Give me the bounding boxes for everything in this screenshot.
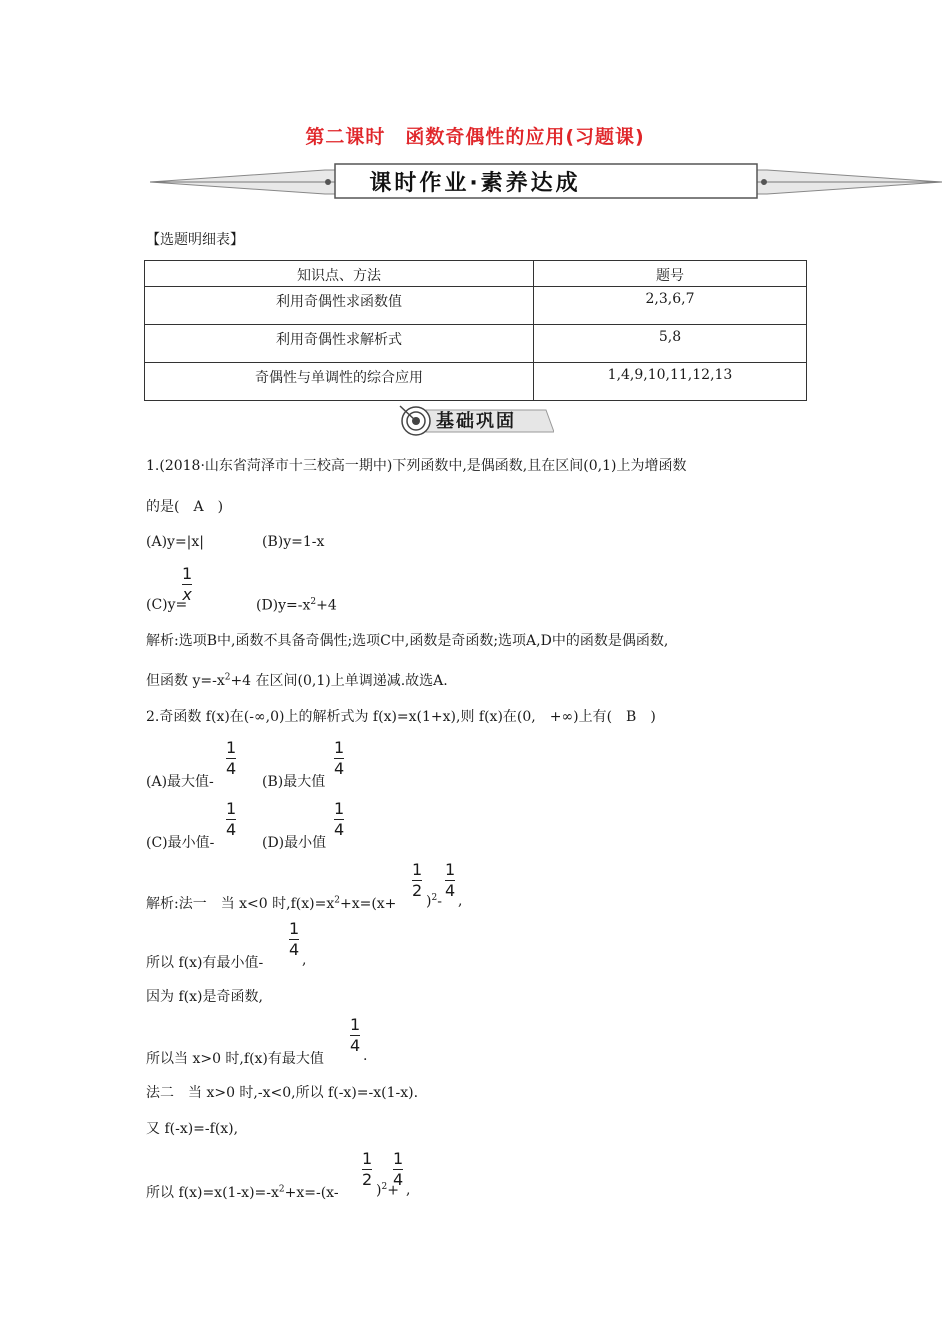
- q2-stem: 2.奇函数 f(x)在(-∞,0)上的解析式为 f(x)=x(1+x),则 f(x)在(0, +∞)上有( B ): [146, 709, 656, 725]
- table-header-cell: 题号: [534, 261, 807, 287]
- q1-option-c: (C)y=: [146, 597, 188, 613]
- q2-fraction-max: 1 4: [350, 1015, 361, 1055]
- q2-solution-g-end: ,: [406, 1182, 411, 1198]
- q2-solution-a: 解析:法一 当 x<0 时$,f(x)=x^2+x=(x+$: [146, 895, 397, 912]
- table-cell: 奇偶性与单调性的综合应用: [145, 363, 534, 401]
- q2-fraction-a: 1 4: [226, 738, 237, 778]
- q2-solution-f: 又 f(-x)=-f(x),: [146, 1121, 239, 1137]
- table-label: 【选题明细表】: [146, 232, 244, 248]
- table-header-row: [145, 261, 807, 287]
- q2-solution-b: 所以 f(x)有最小值-: [146, 955, 264, 971]
- q2-solution-a-tail: )$^2$-: [426, 893, 442, 910]
- q1-solution-line2: 但函数 $y=-x^2+4$ 在区间(0,1)上单调递减.故选A.: [146, 672, 448, 689]
- detail-table: [144, 260, 807, 401]
- q2-solution-d: 所以当 x>0 时,f(x)有最大值: [146, 1051, 324, 1067]
- fraction-denominator: x: [182, 585, 192, 604]
- q1-fraction-c: [182, 566, 192, 603]
- table-row: [145, 363, 807, 401]
- q1-option-a: (A)y=|x|: [146, 534, 205, 550]
- page-title: 第二课时 函数奇偶性的应用(习题课): [305, 126, 645, 148]
- q2-fraction-half: 1 2: [412, 860, 423, 900]
- q2-fraction-min: 1 4: [289, 919, 300, 959]
- q2-solution-e: 法二 当 x>0 时,-x<0,所以 f(-x)=-x(1-x).: [146, 1085, 419, 1101]
- table-header-cell: 知识点、方法: [145, 261, 534, 287]
- fraction-numerator: 1: [182, 564, 193, 583]
- q1-solution-line1: 解析:选项B中,函数不具备奇偶性;选项C中,函数是奇函数;选项A,D中的函数是偶函数,: [146, 633, 669, 649]
- q2-solution-b-end: ,: [302, 952, 307, 968]
- q2-solution-g: 所以 $f(x)=x(1-x)=-x^2+x=-(x-$: [146, 1184, 339, 1201]
- q2-option-b: (B)最大值: [262, 774, 326, 790]
- q2-solution-c: 因为 f(x)是奇函数,: [146, 989, 263, 1005]
- q2-solution-a-end: ,: [458, 893, 463, 909]
- banner-title: 课时作业·素养达成: [369, 171, 581, 196]
- q1-stem-line2: 的是( A ): [146, 499, 224, 515]
- table-cell: 利用奇偶性求函数值: [145, 287, 534, 325]
- q2-fraction-d: 1 4: [334, 799, 345, 839]
- table-cell: 1,4,9,10,11,12,13: [534, 363, 807, 401]
- q2-option-c: (C)最小值-: [146, 835, 215, 851]
- q2-fraction-c: 1 4: [226, 799, 237, 839]
- q2-option-d: (D)最小值: [262, 835, 327, 851]
- q2-fraction-half-g: 1 2: [362, 1149, 373, 1189]
- table-row: [145, 287, 807, 325]
- q2-solution-g-tail: )$^2$+: [376, 1182, 399, 1199]
- q2-fraction-quarter: 1 4: [445, 860, 456, 900]
- table-cell: 5,8: [534, 325, 807, 363]
- q1-option-d: $(D)y=-x^2+4$: [256, 597, 337, 614]
- q2-solution-d-end: .: [363, 1048, 368, 1064]
- q1-option-b: (B)y=1-x: [262, 534, 325, 550]
- table-cell: 利用奇偶性求解析式: [145, 325, 534, 363]
- section-title: 基础巩固: [436, 411, 516, 432]
- q2-fraction-quarter-g: 1 4: [393, 1149, 404, 1189]
- q2-option-a: (A)最大值-: [146, 774, 214, 790]
- table-row: [145, 325, 807, 363]
- q1-stem-line1: 1.(2018·山东省菏泽市十三校高一期中)下列函数中,是偶函数,且在区间(0,1)上为增函数: [146, 458, 687, 474]
- table-cell: 2,3,6,7: [534, 287, 807, 325]
- q2-fraction-b: 1 4: [334, 738, 345, 778]
